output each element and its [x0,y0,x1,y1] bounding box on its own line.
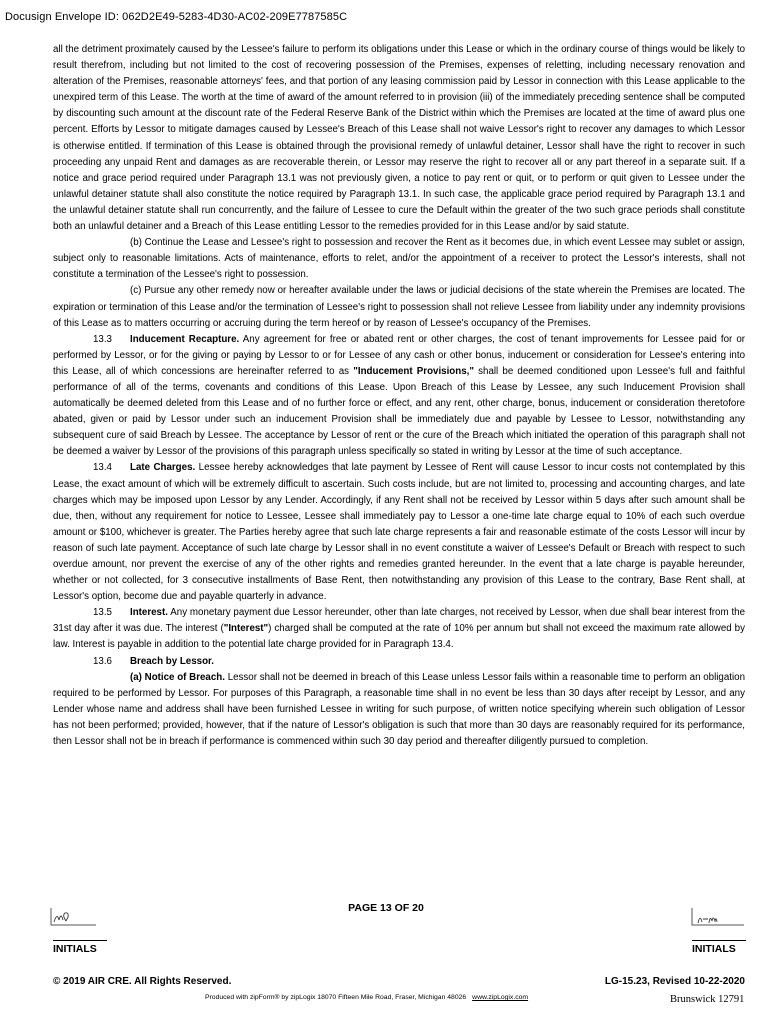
envelope-id: Docusign Envelope ID: 062D2E49-5283-4D30-AC02-209E7787585C [5,11,348,23]
initials-signature-left [48,905,98,933]
section-number: 13.6 [93,655,112,667]
section-number: 13.4 [93,462,112,474]
section-text: Lessor shall not be deemed in breach of this Lease unless Lessor fails within a reasonable time to perform an obligation required to be performed by Lessor. For purposes of this Paragraph, a reasonable time shall in no event be less than 30 days after receipt by Lessor, and any Lender whose name and address shall have been furnished Lessee in writing for such purpose, of written notice specifying wherein such obligation of Lessor has not been performed; provided, however, that if the nature of Lessor's obligation is such that more than 30 days are reasonably required for its performance, then Lessor shall not be in breach if performance is commenced within such 30 day period and thereafter diligently pursued to completion. [53,671,745,748]
file-id: Brunswick 12791 [670,994,745,1005]
initials-box-right[interactable] [690,905,740,933]
section-13-4 [53,460,745,605]
section-text: shall be deemed conditioned upon Lessee's full and faithful performance of all of the terms, covenants and conditions of this Lease. Upon Breach of this Lease by Lessee, any such Inducement Provision shall automatically be deemed deleted from this Lease and of no further force or effect, and any rent, other charge, bonus, inducement or consideration theretofore abated, given or paid by Lessor under such an inducement Provision shall be immediately due and payable by Lessee to Lessor, notwithstanding any subsequent cure of said Breach by Lessee. The acceptance by Lessor of rent or the cure of the Breach which initiated the operation of this paragraph shall not be deemed a waiver by Lessor of the provisions of this paragraph unless specifically so stated in writing by Lessor at the time of such acceptance. [53,365,745,458]
section-heading: Late Charges. [130,462,196,474]
initials-line-right [692,940,746,941]
section-13-6-a [53,670,745,750]
produced-by [205,994,528,1001]
paragraph-b: (b) Continue the Lease and Lessee's right to possession and recover the Rent as it becomes due, in which event Lessee may sublet or assign, subject only to reasonable limitations. Acts of maintenance, efforts to relet, and/or the appointment of a receiver to protect the Lessor's interests, shall not constitute a termination of the Lessee's right to possession. [53,237,745,281]
section-number: 13.5 [93,607,112,619]
section-13-6 [53,654,745,670]
page-number: PAGE 13 OF 20 [348,902,424,914]
document-body [53,42,745,750]
section-text: ) charged shall be computed at the rate of 10% per annum but shall not exceed the maximum rate allowed by law. Interest is payable in addition to the potential late charge provided for in Paragraph 13.4. [53,623,745,651]
paragraph-c: (c) Pursue any other remedy now or hereafter available under the laws or judicial decisions of the state wherein the Premises are located. The expiration or termination of this Lease and/or the termination of Lessee's right to possession shall not relieve Lessee from liability under any indemnity provisions of this Lease as to matters occurring or accruing during the term hereof or by reason of Lessee's occupancy of the Premises. [53,285,745,329]
section-13-5 [53,605,745,653]
form-revision: LG-15.23, Revised 10-22-2020 [604,976,745,987]
defined-term: "Inducement Provisions," [353,365,474,377]
section-heading: Interest. [130,607,168,619]
section-13-3 [53,332,745,461]
initials-signature-right [690,905,745,933]
subsection-heading: (a) Notice of Breach. [130,671,225,683]
paragraph-damages: all the detriment proximately caused by the Lessee's failure to perform its obligations under this Lease or which in the ordinary course of things would be likely to result therefrom, including but not limited to the cost of recovering possession of the Premises, expenses of reletting, including necessary renovation and alteration of the Premises, reasonable attorneys' fees, and that portion of any leasing commission paid by Lessor in connection with this Lease applicable to the unexpired term of this Lease. The worth at the time of award of the amount referred to in provision (iii) of the immediately preceding sentence shall be computed by discounting such amount at the discount rate of the Federal Reserve Bank of the District within which the Premises are located at the time of award plus one percent. Efforts by Lessor to mitigate damages caused by Lessee's Breach of this Lease shall not waive Lessor's right to recover any damages to which Lessor is otherwise entitled. If termination of this Lease is obtained through the provisional remedy of unlawful detainer, Lessor shall have the right to recover in such proceeding any unpaid Rent and damages as are recoverable therein, or Lessor may reserve the right to recover all or any part thereof in a separate suit. If a notice and grace period required under Paragraph 13.1 was not previously given, a notice to pay rent or quit, or to perform or quit given to Lessee under the unlawful detainer statute shall also constitute the notice required by Paragraph 13.1. In such case, the applicable grace period required by Paragraph 13.1 and the unlawful detainer statute shall run concurrently, and the failure of Lessee to cure the Default within the greater of the two such grace periods shall constitute both an unlawful detainer and a Breach of this Lease entitling Lessor to the remedies provided for in this Lease and/or by said statute. [53,44,745,233]
section-heading: Inducement Recapture. [130,333,240,345]
initials-line-left [53,940,107,941]
initials-box-left[interactable] [48,905,98,933]
initials-label-left: INITIALS [53,943,97,955]
section-number: 13.3 [93,333,112,345]
produced-text: Produced with zipForm® by zipLogix 18070 Fifteen Mile Road, Fraser, Michigan 48026 [205,994,467,1001]
section-text: Any agreement for free or abated rent or other charges, the cost of tenant improvements for Lessee paid for or performed by Lessor, or for the giving or paying by Lessor to or for Lessee of any cash or other bonus, inducement or consideration for Lessee's entering into this Lease, all of which concessions are hereinafter referred to as [53,333,746,377]
initials-label-right: INITIALS [692,943,736,955]
section-text: Lessee hereby acknowledges that late payment by Lessee of Rent will cause Lessor to incur costs not contemplated by this Lease, the exact amount of which will be extremely difficult to ascertain. Such costs include, but are not limited to, processing and accounting charges, and late charges which may be imposed upon Lessor by any Lender. Accordingly, if any Rent shall not be received by Lessor within 5 days after such amount shall be due, then, without any requirement for notice to Lessee, Lessee shall immediately pay to Lessor a one-time late charge equal to 10% of each such overdue amount or $100, whichever is greater. The Parties hereby agree that such late charge represents a fair and reasonable estimate of the costs Lessor will incur by reason of such late payment. Acceptance of such late charge by Lessor shall in no event constitute a waiver of Lessee's Default or Breach with respect to such overdue amount, nor prevent the exercise of any of the other rights and remedies granted hereunder. In the event that a late charge is payable hereunder, whether or not collected, for 3 consecutive installments of Base Rent, then notwithstanding any provision of this Lease to the contrary, Base Rent shall, at Lessor's option, become due and payable quarterly in advance. [53,462,745,603]
section-text: Any monetary payment due Lessor hereunder, other than late charges, not received by Lessor, when due shall bear interest from the 31st day after it was due. The interest ( [53,607,746,635]
defined-term: "Interest" [223,623,269,635]
section-heading: Breach by Lessor. [130,655,214,667]
ziplogix-link[interactable]: www.zipLogix.com [472,994,529,1001]
copyright: © 2019 AIR CRE. All Rights Reserved. [53,976,232,987]
